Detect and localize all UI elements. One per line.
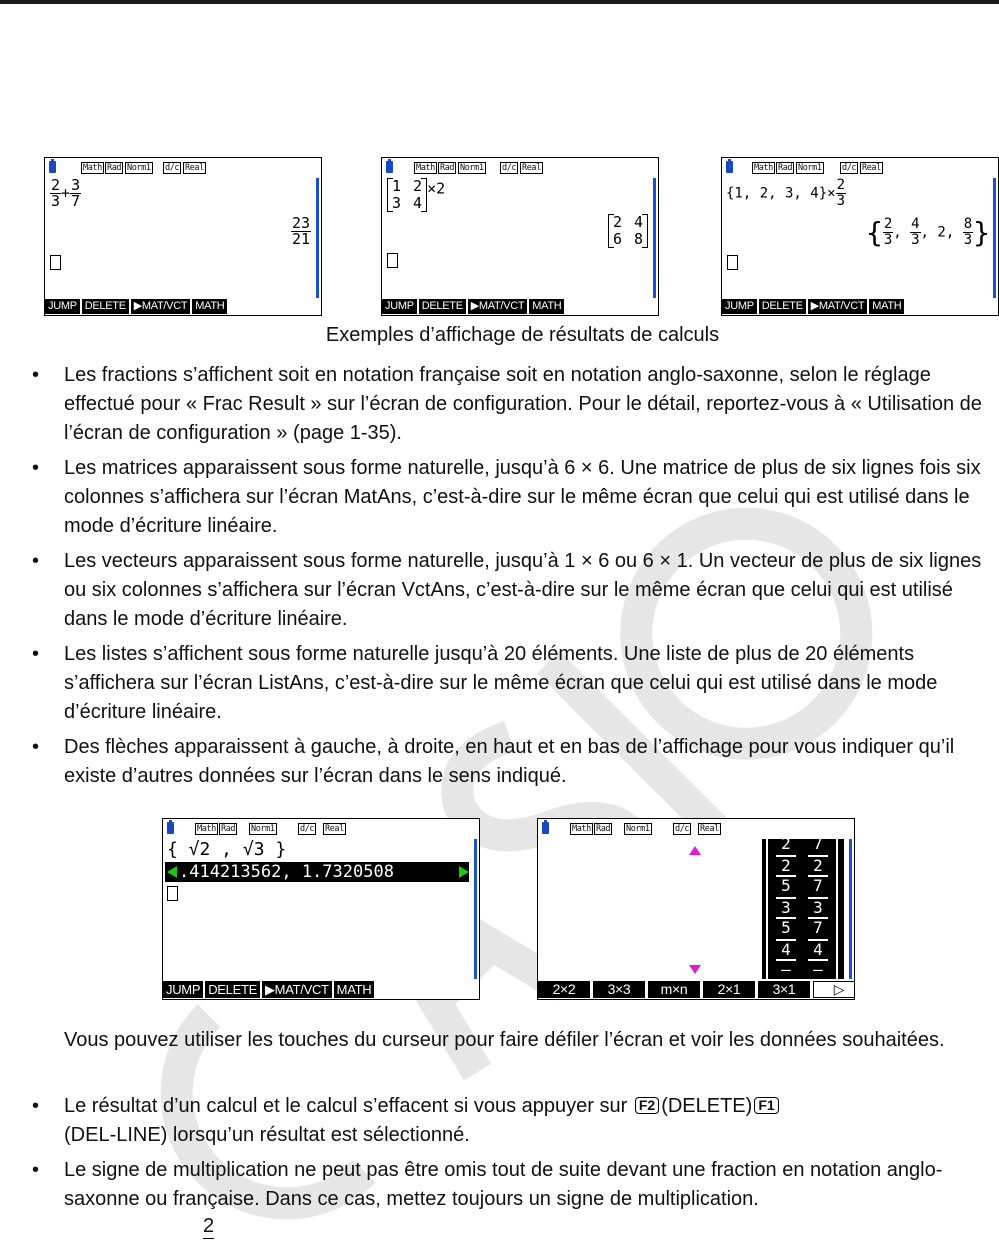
status-norm: Norm1 (251, 824, 275, 834)
fkey-jump[interactable]: JUMP (722, 299, 757, 314)
status-dc: d/c (502, 163, 517, 173)
fkey-math[interactable]: MATH (529, 299, 564, 314)
battery-icon (167, 822, 174, 834)
arrow-up-icon (689, 846, 701, 855)
scrollbar[interactable] (993, 178, 996, 298)
fkey-3x3[interactable]: 3×3 (593, 981, 645, 998)
text-cursor (167, 886, 178, 901)
scroll-note: Vous pouvez utiliser les touches du curseur pour faire défiler l’écran et voir les données souhaitées. (64, 1029, 945, 1051)
input-expression: { √2 , √3 } (167, 839, 287, 860)
calc-screen-list-scroll (162, 818, 480, 1000)
fkey-3x1[interactable]: 3×1 (758, 981, 810, 998)
fkey-math[interactable]: MATH (192, 299, 227, 314)
scrollbar[interactable] (474, 839, 477, 979)
status-real: Real (185, 163, 204, 173)
result-value: $\frac{23}{21}$ (291, 214, 310, 248)
fkey-mxn[interactable]: m×n (648, 981, 700, 998)
fkey-math[interactable]: MATH (334, 981, 375, 998)
fkey-matvct[interactable]: ▶MAT/VCT (468, 299, 528, 314)
status-real: Real (862, 163, 881, 173)
status-rad: Rad (596, 824, 611, 834)
fkey-delete[interactable]: DELETE (205, 981, 260, 998)
arrow-right-icon (459, 866, 469, 878)
fkey-delete[interactable]: DELETE (759, 299, 806, 314)
fkey-jump[interactable]: JUMP (382, 299, 417, 314)
status-bar (722, 158, 998, 180)
arrow-left-icon (167, 866, 177, 878)
status-math: Math (197, 824, 216, 834)
fkey-2x1[interactable]: 2×1 (703, 981, 755, 998)
fraction-numerator: 2 (203, 1215, 215, 1237)
f2-key: F2 (635, 1097, 659, 1114)
calc-screen-matrix (381, 157, 659, 316)
status-bar (382, 158, 658, 180)
fkey-2x2[interactable]: 2×2 (538, 981, 590, 998)
status-bar (163, 819, 479, 841)
status-dc: d/c (675, 824, 690, 834)
status-rad: Rad (778, 163, 793, 173)
status-dc: d/c (842, 163, 857, 173)
text-cursor (727, 255, 738, 270)
f1-key: F1 (754, 1097, 778, 1114)
input-expression: {1, 2, 3, 4}× $\frac{2}{3}$ (726, 177, 846, 209)
scrollbar[interactable] (849, 839, 852, 979)
status-norm: Norm1 (127, 163, 151, 173)
function-key-bar (722, 299, 904, 315)
input-expression: 1 2 3 4 ×2 (387, 178, 445, 212)
fkey-more-icon[interactable]: ▷ (813, 981, 855, 998)
function-key-bar (382, 299, 564, 315)
result-line-selected[interactable]: .414213562, 1.7320508 (165, 862, 469, 882)
bullet-lists: • Les listes s’affichent sous forme naturelle jusqu’à 20 éléments. Une liste de plus de 20 éléments s’affichera sur l’écran ListAns, c’est-à-dire sur le même écran que celui qui est utilisé dans le mode d’écriture linéaire. (32, 643, 938, 723)
battery-icon (49, 161, 56, 173)
battery-icon (386, 161, 393, 173)
arrow-down-icon (689, 965, 701, 974)
status-norm: Norm1 (626, 824, 650, 834)
bullet-fractions: • Les fractions s’affichent soit en notation française soit en notation anglo-saxonne, selon le réglage effectué pour « Frac Result » sur l’écran de configuration. Pour le détail, reportez-vous à « Utilisation de l’écran de configuration » (page 1-35). (32, 364, 982, 444)
bullet-multiplication: • Le signe de multiplication ne peut pas être omis tout de suite devant une fraction en notation anglo-saxonne ou française. Dans ce cas, mettez toujours un signe de multiplication. (32, 1159, 943, 1210)
figure-caption: Exemples d’affichage de résultats de calculs (325, 324, 720, 346)
status-norm: Norm1 (798, 163, 822, 173)
function-key-bar (538, 981, 855, 999)
bullet-vectors: • Les vecteurs apparaissent sous forme naturelle, jusqu’à 1 × 6 ou 6 × 1. Un vecteur de plus de six lignes ou six colonnes s’affichera sur l’écran VctAns, c’est-à-dire sur le même écran que celui qui est utilisé dans le mode d’écriture linéaire. (32, 550, 982, 630)
status-dc: d/c (300, 824, 315, 834)
status-rad: Rad (221, 824, 236, 834)
status-rad: Rad (107, 163, 122, 173)
function-key-bar (163, 981, 374, 999)
bullet-arrows: • Des flèches apparaissent à gauche, à droite, en haut et en bas de l’affichage pour vous indiquer qu’il existe d’autres données sur l’écran dans le sens indiqué. (32, 736, 955, 787)
status-dc: d/c (165, 163, 180, 173)
fkey-delete[interactable]: DELETE (419, 299, 466, 314)
function-key-bar (45, 299, 227, 315)
status-real: Real (325, 824, 344, 834)
battery-icon (726, 161, 733, 173)
result-matrix: 2 4 6 8 (608, 214, 648, 248)
status-math: Math (416, 163, 435, 173)
bullet-matrices: • Les matrices apparaissent sous forme naturelle, jusqu’à 6 × 6. Une matrice de plus de six lignes fois six colonnes s’affichera sur l’écran MatAns, c’est-à-dire sur le même écran que celui qui est utilisé dans le mode d’écriture linéaire. (32, 457, 981, 537)
fkey-jump[interactable]: JUMP (163, 981, 203, 998)
scrollbar[interactable] (653, 178, 656, 298)
calc-screen-matrix-scroll (537, 818, 855, 1000)
fkey-jump[interactable]: JUMP (45, 299, 80, 314)
input-expression: $\frac{2}{3}$ + $\frac{3}{7}$ (51, 176, 81, 210)
fkey-matvct[interactable]: ▶MAT/VCT (131, 299, 191, 314)
text-cursor (387, 253, 398, 268)
calc-screen-fraction (44, 157, 322, 316)
battery-icon (542, 822, 549, 834)
fkey-matvct[interactable]: ▶MAT/VCT (808, 299, 868, 314)
status-real: Real (700, 824, 719, 834)
status-math: Math (754, 163, 773, 173)
status-math: Math (572, 824, 591, 834)
top-rule (0, 0, 999, 4)
status-rad: Rad (440, 163, 455, 173)
status-bar (45, 158, 321, 180)
matrix-result-column: 2 2 5 3 5 4 – 7 2 7 3 7 4 – (762, 839, 844, 979)
result-list: { $\frac{2}{3}$ , $\frac{4}{3}$ , 2, $\frac{8}{3}$ } (865, 216, 990, 249)
bullet-delete: • Le résultat d’un calcul et le calcul s’effacent si vous appuyer sur F2 (DELETE) F1 (DEL-LINE) lorsqu’un résultat est sélectionné. (32, 1092, 982, 1150)
fkey-matvct[interactable]: ▶MAT/VCT (262, 981, 332, 998)
scrollbar[interactable] (316, 178, 319, 298)
fkey-delete[interactable]: DELETE (82, 299, 129, 314)
status-real: Real (522, 163, 541, 173)
input-matrix: 1 2 3 4 (387, 178, 427, 212)
status-norm: Norm1 (460, 163, 484, 173)
calc-screen-list (721, 157, 999, 316)
status-bar (538, 819, 854, 841)
text-cursor (50, 255, 61, 270)
fkey-math[interactable]: MATH (869, 299, 904, 314)
status-math: Math (83, 163, 102, 173)
